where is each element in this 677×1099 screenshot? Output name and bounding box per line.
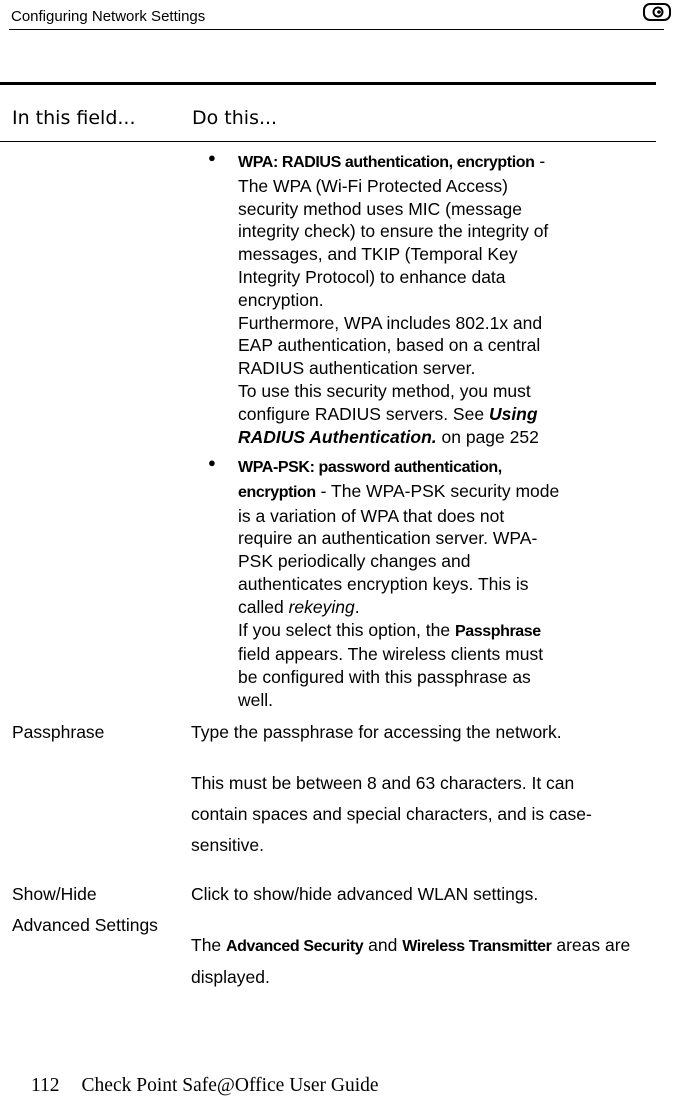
wpa-line: The WPA (Wi-Fi Protected Access) xyxy=(238,175,509,196)
show-hide-description xyxy=(191,879,651,993)
psk-line: field appears. The wireless clients must xyxy=(238,644,544,665)
column-header-action: Do this... xyxy=(192,107,278,129)
desc-line: Click to show/hide advanced WLAN settings. xyxy=(191,884,539,904)
bullet-icon: ● xyxy=(208,455,216,470)
table-top-border xyxy=(0,82,656,85)
book-title: Check Point Safe@Office User Guide xyxy=(81,1075,379,1096)
psk-line: is a variation of WPA that does not xyxy=(238,505,505,526)
wpa-line: security method uses MIC (message xyxy=(238,198,522,219)
wpa-psk-term: WPA-PSK: password authentication, xyxy=(238,459,502,476)
table-header-divider xyxy=(0,141,656,142)
desc-suffix: areas are xyxy=(551,935,631,955)
rekeying-term: rekeying xyxy=(288,596,355,617)
wpa-psk-term-cont: encryption xyxy=(238,483,316,501)
wireless-transmitter-term: Wireless Transmitter xyxy=(402,938,552,955)
wpa-line: RADIUS authentication server. xyxy=(238,358,476,379)
wpa-line: To use this security method, you must xyxy=(238,380,531,401)
psk-select-prefix: If you select this option, the xyxy=(238,619,455,640)
wpa-psk-option xyxy=(238,455,583,712)
desc-line: displayed. xyxy=(191,967,270,987)
wpa-line: Furthermore, WPA includes 802.1x and xyxy=(238,312,543,333)
desc-line: This must be between 8 and 63 characters. It can xyxy=(191,773,575,793)
passphrase-term: Passphrase xyxy=(454,622,541,640)
column-header-field: In this field... xyxy=(12,107,136,129)
desc-prefix: The xyxy=(191,935,227,955)
page-number: 112 xyxy=(31,1075,60,1096)
header-divider xyxy=(9,29,664,30)
desc-mid: and xyxy=(363,935,403,955)
field-label-line: Show/Hide xyxy=(12,884,97,904)
psk-line: well. xyxy=(238,689,274,710)
wpa-radius-term: WPA: RADIUS authentication, encryption xyxy=(238,154,535,171)
wpa-line: EAP authentication, based on a central xyxy=(238,335,541,356)
psk-called-prefix: called xyxy=(238,596,289,617)
psk-line: authenticates encryption keys. This is xyxy=(238,573,529,594)
psk-called-suffix: . xyxy=(354,596,360,617)
wpa-line: Integrity Protocol) to enhance data xyxy=(238,266,506,287)
wpa-line: encryption. xyxy=(238,289,324,310)
desc-line: Type the passphrase for accessing the network. xyxy=(191,722,562,742)
bullet-icon: ● xyxy=(208,150,216,165)
desc-line: contain spaces and special characters, and is case- xyxy=(191,804,592,824)
page-reference: on page 252 xyxy=(436,426,539,447)
wpa-line: messages, and TKIP (Temporal Key xyxy=(238,244,518,265)
field-label-passphrase: Passphrase xyxy=(12,722,105,742)
wpa-line: integrity check) to ensure the integrity of xyxy=(238,221,549,242)
page-footer xyxy=(31,1075,379,1097)
wpa-line: configure RADIUS servers. See xyxy=(238,403,485,424)
field-label-line: Advanced Settings xyxy=(12,915,158,935)
radius-auth-link[interactable]: Using xyxy=(488,403,538,424)
psk-line: - The WPA-PSK security mode xyxy=(315,480,560,501)
psk-line: PSK periodically changes and xyxy=(238,551,471,572)
advanced-security-term: Advanced Security xyxy=(226,938,364,955)
radius-auth-link-cont[interactable]: RADIUS Authentication. xyxy=(238,426,437,447)
field-label-show-hide xyxy=(12,879,158,941)
psk-line: be configured with this passphrase as xyxy=(238,667,531,688)
psk-line: require an authentication server. WPA- xyxy=(238,528,538,549)
passphrase-description xyxy=(191,717,651,861)
wpa-radius-option xyxy=(238,150,583,448)
page-header-title: Configuring Network Settings xyxy=(11,8,206,25)
dash: - xyxy=(534,151,546,171)
settings-badge-icon xyxy=(643,3,671,21)
desc-line: sensitive. xyxy=(191,835,264,855)
